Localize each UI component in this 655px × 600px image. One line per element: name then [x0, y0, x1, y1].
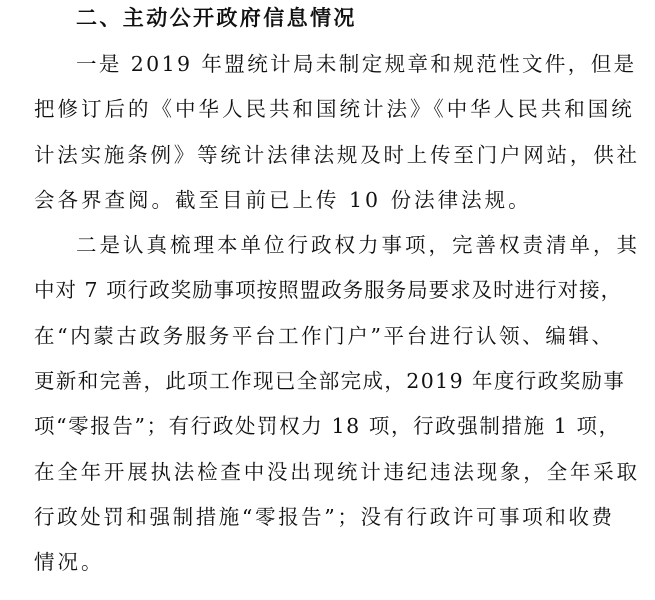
paragraph-2-line: 在全年开展执法检查中没出现统计违纪违法现象，全年采取: [34, 460, 640, 484]
paragraph-2-line: 项“零报告”；有行政处罚权力 18 项，行政强制措施 1 项，: [34, 414, 621, 438]
paragraph-2-line: 中对 7 项行政奖励事项按照盟政务服务局要求及时进行对接，: [34, 278, 623, 302]
section-heading: 二、主动公开政府信息情况: [76, 6, 357, 30]
paragraph-1-line: 计法实施条例》等统计法律法规及时上传至门户网站，供社: [34, 143, 640, 167]
paragraph-1-line: 会各界查阅。截至目前已上传 10 份法律法规。: [34, 188, 532, 212]
paragraph-2-line: 更新和完善，此项工作现已全部完成，2019 年度行政奖励事: [34, 369, 626, 393]
paragraph-2-line: 在“内蒙古政务服务平台工作门户”平台进行认领、编辑、: [34, 324, 615, 348]
paragraph-2-line: 情况。: [34, 550, 105, 574]
paragraph-2-line: 二是认真梳理本单位行政权力事项，完善权责清单，其: [76, 233, 640, 257]
paragraph-1-line: 把修订后的《中华人民共和国统计法》《中华人民共和国统: [34, 97, 635, 121]
paragraph-1-line: 一是 2019 年盟统计局未制定规章和规范性文件，但是: [76, 52, 637, 76]
paragraph-2-line: 行政处罚和强制措施“零报告”；没有行政许可事项和收费: [34, 505, 615, 529]
